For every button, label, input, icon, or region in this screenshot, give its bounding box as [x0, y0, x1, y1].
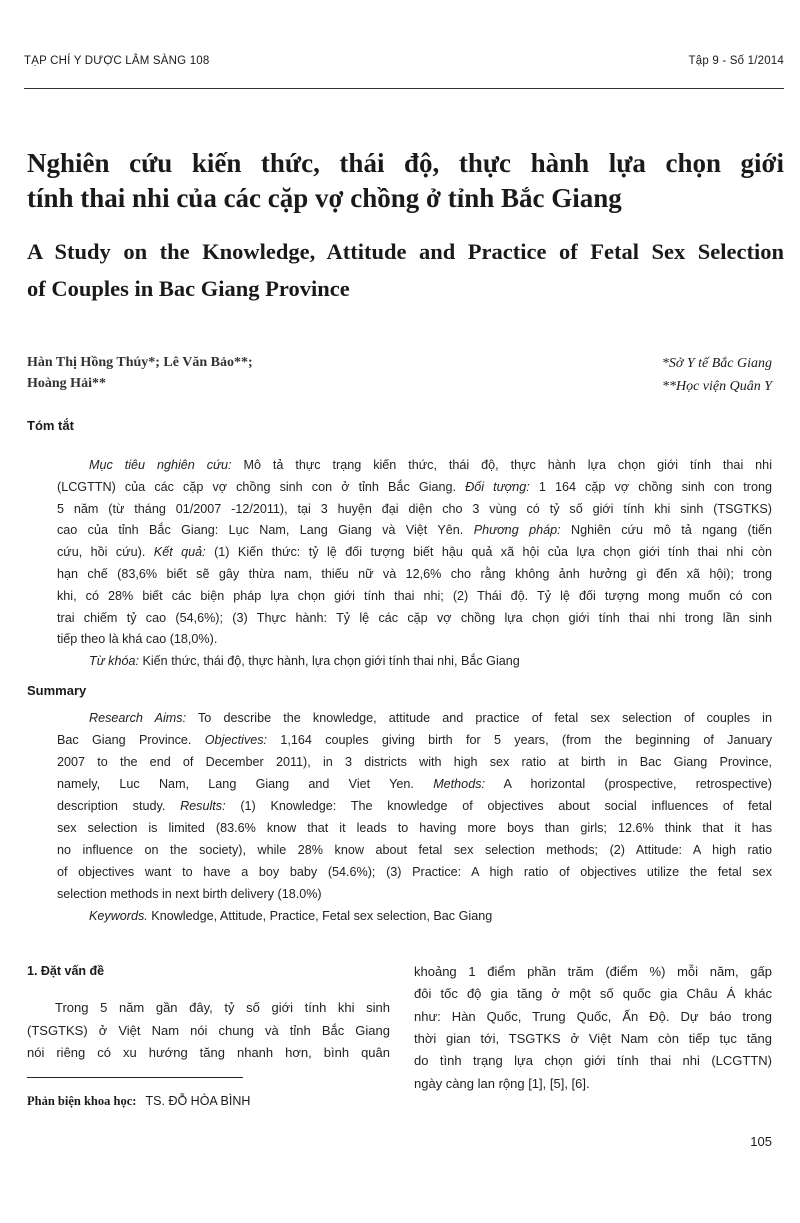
text-segment: (1) Knowledge: The knowledge of objectives about social influences of fetal	[225, 799, 772, 813]
italic-label: Mục tiêu nghiên cứu:	[89, 458, 232, 472]
text-line	[27, 1023, 390, 1038]
text-segment: cứu, hồi cứu).	[57, 545, 154, 560]
italic-label: Research Aims:	[89, 711, 187, 725]
italic-label: Phương pháp:	[473, 523, 561, 538]
text-segment: hạn chế (83,6% biết sẽ gây thừa nam, thiếu nữ và 12,6% cho rằng không ảnh hưởng gì đến xã hội); trong	[57, 567, 772, 581]
text-segment: sex selection is limited (83.6% know that it leads to having more boys than girls; 12.6% think that it has	[57, 821, 772, 835]
text-segment: Nghiên cứu mô tả ngang (tiến	[560, 523, 772, 538]
text-segment: description study.	[57, 799, 181, 813]
text-line	[414, 1031, 772, 1046]
text-segment: 1 164 cặp vợ chồng sinh con trong	[529, 479, 773, 494]
affiliation: *Sở Y tế Bắc Giang	[661, 356, 772, 371]
text-line	[89, 654, 772, 668]
issue-number: Tập 9 - Số 1/2014	[688, 55, 784, 67]
text-line	[57, 523, 772, 537]
author-line: Hoàng Hải**	[27, 376, 106, 391]
title-vietnamese	[27, 146, 784, 216]
text-line	[57, 755, 772, 769]
text-segment: 2007 to the end of December 2011), in 3 districts with high sex ratio at birth in Bac Giang Province,	[57, 755, 772, 769]
text-segment: khi, có 28% biết các biện pháp lựa chọn giới tính thai nhi; (2) Thái độ. Tỷ lệ đối tượng mong muốn có con	[57, 588, 772, 603]
footnote-rule	[27, 1077, 243, 1078]
text-segment: selection methods in next birth delivery (18.0%)	[57, 887, 322, 901]
text-segment: ngày càng lan rộng [1], [5], [6].	[414, 1075, 590, 1091]
text-line	[57, 799, 772, 813]
text-line	[57, 821, 772, 835]
text-segment: Knowledge, Attitude, Practice, Fetal sex selection, Bac Giang	[147, 909, 493, 923]
text-segment: thời gian tới, TSGTKS ở Việt Nam còn tiếp tục tăng	[414, 1030, 772, 1046]
affiliations	[662, 352, 772, 398]
text-line	[89, 909, 772, 923]
text-line	[414, 964, 772, 979]
journal-name: TẠP CHÍ Y DƯỢC LÂM SÀNG 108	[24, 55, 210, 67]
text-segment: Trong 5 năm gần đây, tỷ số giới tính khi sinh	[55, 1000, 390, 1015]
title-line: tính thai nhi của các cặp vợ chồng ở tỉnh Bắc Giang	[27, 183, 622, 213]
text-segment: khoảng 1 điểm phần trăm (điểm %) mỗi năm, gấp	[414, 964, 772, 979]
text-segment: tiếp theo là khá cao (18,0%).	[57, 632, 218, 647]
text-segment: Kiến thức, thái độ, thực hành, lựa chọn giới tính thai nhi, Bắc Giang	[138, 654, 520, 669]
text-line	[414, 1053, 772, 1068]
text-line	[57, 843, 772, 857]
text-segment: nói riêng có xu hướng tăng nhanh hơn, bình quân	[27, 1045, 390, 1060]
page-number: 105	[750, 1134, 772, 1149]
italic-label: Results:	[180, 799, 226, 813]
title-line: Nghiên cứu kiến thức, thái độ, thực hành lựa chọn giới	[27, 148, 784, 178]
text-segment: namely, Luc Nam, Lang Giang and Viet Yen.	[57, 777, 434, 791]
text-segment: no influence on the society), while 28% know about fetal sex selection methods; (2) Attitude: A high ratio	[57, 843, 772, 857]
text-segment: như: Hàn Quốc, Trung Quốc, Ấn Độ. Dự báo trong	[414, 1008, 772, 1024]
title-english	[27, 233, 784, 307]
text-segment: cao của tỉnh Bắc Giang: Lục Nam, Lang Giang và Việt Yên.	[57, 523, 474, 538]
italic-label: Đối tượng:	[465, 479, 530, 494]
text-line	[55, 1000, 390, 1015]
text-line	[27, 1045, 390, 1060]
reviewer-name: TS. ĐỖ HÒA BÌNH	[145, 1094, 251, 1108]
text-segment: đôi tốc độ gia tăng ở một số quốc gia Châu Á khác	[414, 986, 772, 1002]
text-segment: Bac Giang Province.	[57, 733, 205, 747]
text-line	[57, 567, 772, 581]
text-segment: 1,164 couples giving birth for 5 years, (from the beginning of January	[267, 733, 772, 747]
text-line	[57, 865, 772, 879]
text-segment: of objectives want to have a boy baby (54.6%); (3) Practice: A high ratio of objectives utilize the fetal sex	[57, 865, 772, 879]
text-line	[414, 986, 772, 1001]
summary-heading: Summary	[27, 683, 87, 698]
italic-label: Keywords.	[89, 909, 148, 923]
italic-label: Từ khóa:	[89, 654, 139, 669]
text-line	[57, 632, 772, 646]
text-line	[57, 733, 772, 747]
text-segment: trai chiếm tỷ cao (54,6%); (3) Thực hành: Tỷ lệ các cặp vợ chồng lựa chọn giới tính thai nhi trong lần sinh	[57, 610, 772, 625]
text-segment: (LCGTTN) của các cặp vợ chồng sinh con ở tỉnh Bắc Giang.	[57, 479, 466, 494]
text-segment: 5 năm (từ tháng 01/2007 -12/2011), tại 3 huyện đại diện cho 3 vùng có tỷ số giới tính khi sinh (TSGTKS)	[57, 501, 772, 516]
text-line	[57, 589, 772, 603]
affiliation: **Học viện Quân Y	[661, 379, 772, 394]
text-segment: do tình trạng lựa chọn giới tính thai nhi (LCGTTN)	[414, 1053, 772, 1069]
authors	[27, 352, 253, 394]
title-line: A Study on the Knowledge, Attitude and Practice of Fetal Sex Selection	[27, 239, 784, 264]
title-line: of Couples in Bac Giang Province	[27, 276, 350, 301]
text-line	[57, 545, 772, 559]
footnote-label: Phản biện khoa học:	[27, 1094, 137, 1108]
italic-label: Methods:	[433, 777, 485, 791]
text-segment: Mô tả thực trạng kiến thức, thái độ, thực hành lựa chọn giới tính thai nhi	[231, 458, 772, 472]
header-rule	[24, 88, 784, 89]
text-line	[57, 480, 772, 494]
text-line	[414, 1009, 772, 1024]
text-line	[414, 1076, 772, 1091]
italic-label: Objectives:	[204, 733, 268, 747]
text-line	[57, 502, 772, 516]
text-line	[57, 887, 772, 901]
text-line	[57, 777, 772, 791]
section-heading: 1. Đặt vấn đề	[27, 964, 105, 978]
text-line	[89, 711, 772, 725]
text-line	[57, 611, 772, 625]
text-segment: (1) Kiến thức: tỷ lệ đối tượng biết hậu quả xã hội của lựa chọn giới tính thai nhi còn	[205, 545, 772, 560]
text-line	[89, 458, 772, 472]
abstract-heading: Tóm tắt	[27, 418, 74, 433]
text-segment: A horizontal (prospective, retrospective)	[485, 777, 772, 791]
footnote	[27, 1094, 250, 1109]
text-segment: To describe the knowledge, attitude and practice of fetal sex selection of couples in	[186, 711, 772, 725]
italic-label: Kết quả:	[153, 545, 206, 560]
author-line: Hàn Thị Hồng Thúy*; Lê Văn Bảo**;	[27, 355, 253, 370]
text-segment: (TSGTKS) ở Việt Nam nói chung và tỉnh Bắc Giang	[27, 1022, 390, 1038]
